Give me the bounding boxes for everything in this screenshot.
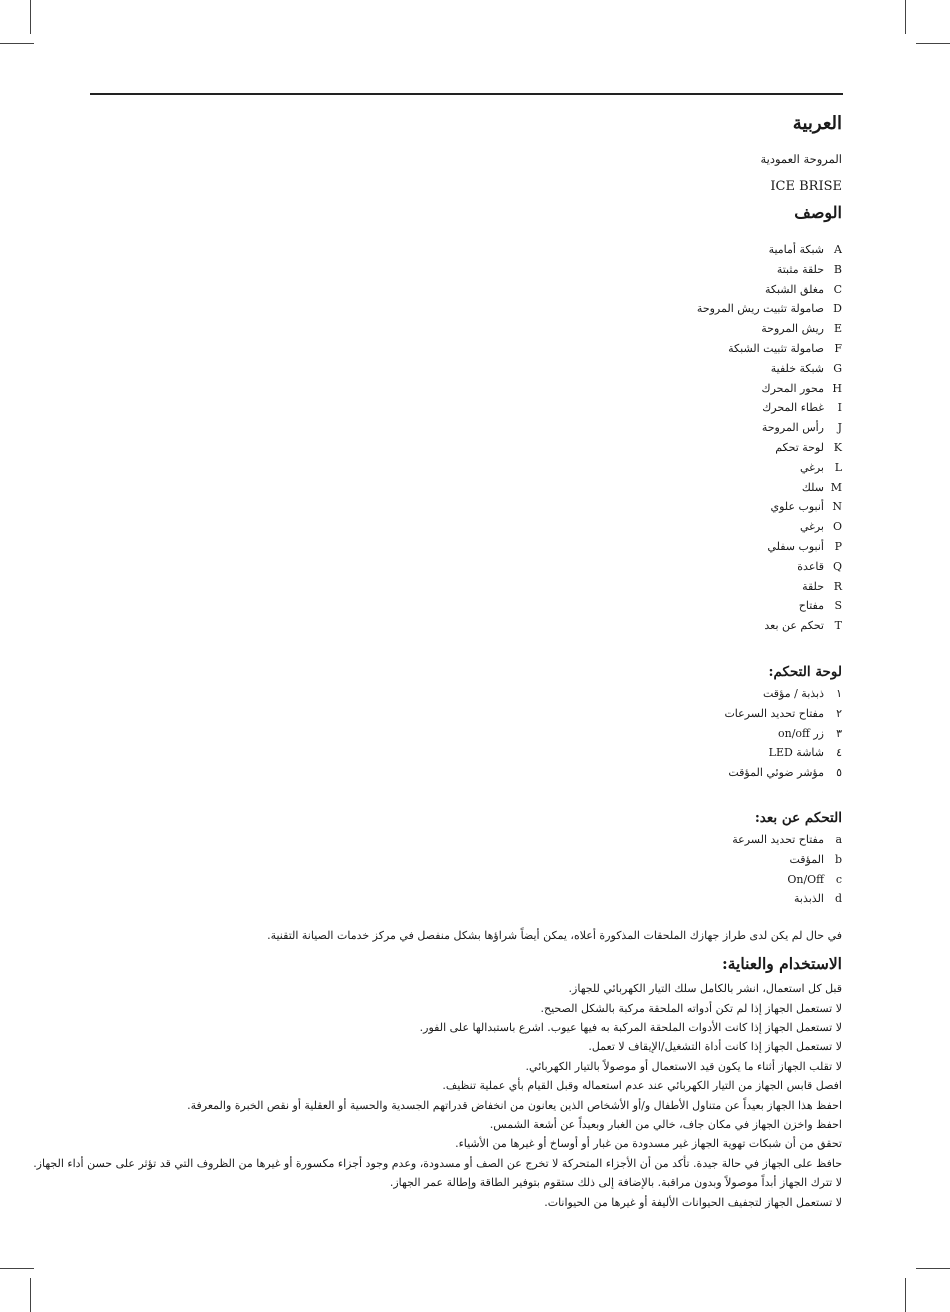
use-care-heading: الاستخدام والعناية: [722, 954, 842, 974]
list-item: لا تستعمل الجهاز إذا لم تكن أدواته الملحقة مركبة بالشكل الصحيح. [540, 1001, 842, 1015]
model-name: ICE BRISE [770, 179, 842, 194]
list-item: ٥ مؤشر ضوئي المؤقت [728, 766, 842, 780]
list-item: احفظ واخزن الجهاز في مكان جاف، خالي من الغبار وبعيداً عن أشعة الشمس. [489, 1117, 842, 1131]
list-item: B حلقة مثبتة [776, 262, 842, 276]
control-panel-heading: لوحة التحكم: [768, 663, 842, 680]
crop-mark [0, 1268, 34, 1269]
list-item: احفظ هذا الجهاز بعيداً عن متناول الأطفال و/أو الأشخاص الذين يعانون من انخفاض قدراتهم الجسدية والحسية أو العقلية أو نقص الخبرة والمعرفة. [187, 1098, 842, 1112]
list-item: d الذبذبة [794, 892, 842, 906]
list-item: M سلك [801, 480, 842, 494]
list-item: لا تستعمل الجهاز إذا كانت أداة التشغيل/الإيقاف لا تعمل. [588, 1040, 842, 1054]
crop-mark [0, 43, 34, 44]
list-item: N أنبوب علوي [770, 500, 842, 514]
list-item: تحقق من أن شبكات تهوية الجهاز غير مسدودة من غبار أو أوساخ أو غيرها من الأشياء. [455, 1137, 842, 1151]
description-heading: الوصف [794, 203, 842, 222]
crop-mark [905, 0, 906, 34]
crop-mark [916, 1268, 950, 1269]
list-item: T تحكم عن بعد [764, 619, 842, 633]
accessories-note: في حال لم يكن لدى طراز جهازك الملحقات المذكورة أعلاه، يمكن أيضاً شراؤها بشكل منفصل في مركز خدمات الصيانة التقنية. [267, 929, 842, 943]
list-item: O برغي [799, 520, 842, 534]
parts-list [82, 240, 842, 636]
list-item: J رأس المروحة [761, 421, 842, 435]
top-rule [90, 93, 843, 95]
list-item: F صامولة تثبيت الشبكة [728, 341, 842, 355]
list-item: D صامولة تثبيت ريش المروحة [696, 302, 842, 316]
list-item: E ريش المروحة [761, 322, 842, 336]
list-item: لا تستعمل الجهاز لتجفيف الحيوانات الأليفة أو غيرها من الحيوانات. [544, 1195, 842, 1209]
list-item: S مفتاح [798, 599, 842, 613]
list-item: C مغلق الشبكة [764, 282, 842, 296]
language-heading: العربية [792, 113, 842, 134]
list-item: I غطاء المحرك [762, 401, 842, 415]
list-item: حافظ على الجهاز في حالة جيدة. تأكد من أن الأجزاء المتحركة لا تخرج عن الصف أو مسدودة، وعدم وجود أجزاء مكسورة أو غيرها من الظروف التي قد تؤثر على حسن أداء الجهاز. [33, 1156, 842, 1170]
list-item: Q قاعدة [797, 559, 842, 573]
list-item: G شبكة خلفية [770, 361, 842, 375]
list-item: L برغي [799, 460, 842, 474]
list-item: a مفتاح تحديد السرعة [732, 832, 842, 846]
use-care-list [33, 979, 842, 1212]
remote-list [82, 830, 842, 909]
list-item: افصل قابس الجهاز من التيار الكهربائي عند عدم استعماله وقبل القيام بأي عملية تنظيف. [442, 1079, 842, 1093]
list-item: لا تستعمل الجهاز إذا كانت الأدوات الملحقة المركبة به فيها عيوب. اشرع باستبدالها على الفور. [419, 1020, 842, 1034]
list-item: ٢ مفتاح تحديد السرعات [724, 706, 842, 720]
list-item: b المؤقت [789, 852, 842, 866]
crop-mark [30, 0, 31, 34]
list-item: K لوحة تحكم [775, 440, 842, 454]
list-item: ٤ شاشة LED [768, 746, 842, 760]
crop-mark [916, 43, 950, 44]
list-item: ١ ذبذبة / مؤقت [762, 686, 842, 700]
crop-mark [905, 1278, 906, 1312]
list-item: ٣ زر on/off [778, 726, 842, 740]
list-item: R حلقة [802, 579, 842, 593]
control-panel-list [82, 684, 842, 783]
remote-heading: التحكم عن بعد: [754, 809, 842, 826]
list-item: لا تترك الجهاز أبداً موصولاً وبدون مراقبة. بالإضافة إلى ذلك ستقوم بتوفير الطاقة وإطالة عمر الجهاز. [389, 1176, 842, 1190]
product-type: المروحة العمودية [760, 152, 842, 166]
crop-mark [30, 1278, 31, 1312]
list-item: لا تقلب الجهاز أثناء ما يكون قيد الاستعمال أو موصولاً بالتيار الكهربائي. [525, 1059, 842, 1073]
list-item: P أنبوب سفلي [767, 539, 842, 553]
list-item: H محور المحرك [761, 381, 842, 395]
list-item: c On/Off [787, 872, 842, 886]
list-item: قبل كل استعمال، انشر بالكامل سلك التيار الكهربائي للجهاز. [568, 982, 842, 996]
document-body [33, 112, 842, 1212]
list-item: A شبكة أمامية [768, 243, 842, 256]
